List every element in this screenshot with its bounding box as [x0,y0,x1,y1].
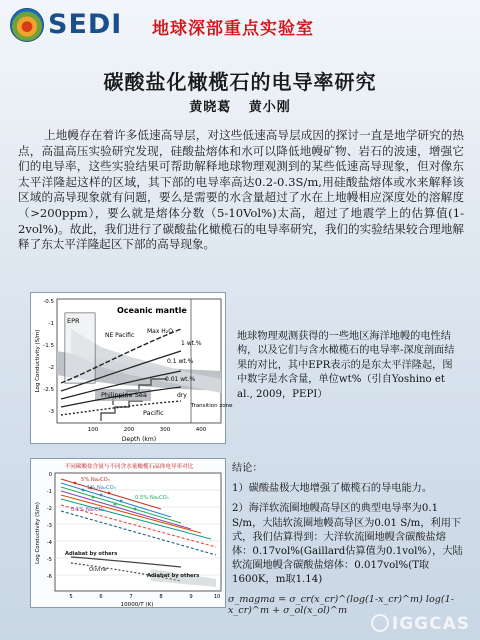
y-tick: -2.5 [43,387,54,393]
abstract-paragraph [18,128,464,253]
y-tick: -3 [48,409,54,415]
y-tick: -0.5 [43,299,54,305]
figure1-caption: 地球物理观测获得的一些地区海洋地幔的电性结构，以及它们与含水橄榄石的电导率-深度剖面结果的对比，其中EPR表示的是东太平洋隆起，图中数字是水含量，单位wt%（引自Yoshino et al., 2009，PEPI） [237,331,455,400]
label-transition-zone: Transition zone [191,403,233,409]
label-co2-5: 5%.Na₂CO₃ [81,477,110,483]
x-axis-label: Depth (km) [121,436,157,443]
x-tick: 100 [87,427,99,433]
y-tick: -6 [46,574,52,580]
x-tick: 10 [213,594,221,600]
y-tick: -2 [48,365,54,371]
y-tick: -4 [46,540,52,546]
figure2-plot [31,459,227,609]
label-dry: dry [177,392,187,399]
label-adiabat-1: Adiabat by others [65,551,118,557]
label-co2-1: 1%.Na₂CO₃ [87,485,116,491]
figure1-plot [31,293,233,445]
y-tick: -5 [46,557,52,563]
earth-logo-icon [10,8,44,42]
sedi-logo [8,6,130,46]
conclusions-heading: 结论： [232,463,263,474]
watermark-text: IGGCAS [391,614,470,634]
abstract-text: 上地幔存在着许多低速高导层，对这些低速高导层成因的探讨一直是地学研究的热点，高温高压实验研究发现，硅酸盐熔体和水可以降低地幔矿物、岩石的波速，增强它们的电导率，这些实验结果可帮助解释地球物理观测到的某些低速高导现象，但对像东太平洋隆起这样的区域，其下部的电导率高达0.2-0.3S/m,用硅酸盐熔体或水来解释该区域的高导现象就有问题，要么是需要的水含量超过了水在上地幔相应深度处的溶解度（>200ppm），要么就是熔体分数（5-10Vol%)太高，超过了地震学上的估算值(1-2vol%)。故此，我们进行了碳酸盐化橄榄石的电导率研究，我们的实验结果较合理地解释了东太平洋隆起区下部的高导现象。 [18,128,464,252]
label-01wt: 0.1 wt.% [167,358,194,365]
x-tick: 9 [189,594,193,600]
logo-text: SEDI [48,9,123,40]
label-epr: EPR [67,317,80,325]
conclusion-item: 1）碳酸盐极大地增强了橄榄石的导电能力。 [232,483,433,495]
label-olivine: Olivine [89,567,107,573]
x-tick: 8 [159,594,163,600]
y-axis-label: Log Conductivity (S/m) [35,502,41,564]
conclusions [232,462,464,594]
y-tick: -1.5 [43,343,54,349]
y-tick: -1 [46,489,52,495]
label-philippine-sea: Philippine Sea [101,391,147,399]
label-co2-05: 0.5%.Na₂CO₃ [135,495,169,501]
label-max-h2o: Max H₂O [147,328,173,335]
figure2-title: 不同碳酸盐含量与不同含水量橄榄石晶体电导率对比 [64,464,194,470]
watermark [371,614,470,634]
x-tick: 200 [123,427,135,433]
y-tick: -2 [46,506,52,512]
label-adiabat-2: Adiabat by others [147,573,200,579]
y-tick: -3 [46,523,52,529]
figure-carbonate-conductivity [30,458,226,608]
x-tick: 7 [129,594,133,600]
label-oceanic-mantle: Oceanic mantle [117,306,187,315]
author-1: 黄晓葛 [189,100,232,115]
x-axis-label: 10000/T (K) [120,602,154,608]
author-2: 黄小刚 [248,100,291,115]
y-tick: 0 [48,472,52,478]
figure-conductivity-depth [30,292,233,444]
formula: σ_magma = σ_cr(x_cr)^(log(1-x_cr)^m) log(1-x_cr)^m + σ_ol(x_ol)^m [228,594,454,616]
x-tick: 5 [69,594,73,600]
x-tick: 400 [195,427,207,433]
label-co2-01: 0.1%.Na₂CO₃ [71,507,105,513]
label-001wt: 0.01 wt.% [165,376,196,383]
page-title: 碳酸盐化橄榄石的电导率研究 [103,70,377,94]
label-ne-pacific: NE Pacific [105,332,135,339]
authors [0,96,480,115]
y-axis-label: Log Conductivity (S/m) [35,329,41,393]
lab-name: 地球深部重点实验室 [152,19,314,39]
x-tick: 6 [99,594,103,600]
conclusion-item: 2）海洋软流圈地幔高导区的典型电导率为0.1 S/m，大陆软流圈地幔高导区为0.01 S/m，利用下式，我们估算得到：大洋软流圈地幔含碳酸盐熔体：0.17vol%(Gaillard估算值为0.1vol%），大陆软流圈地幔含碳酸盐熔体：0.017vol%(T取1600K，m取1.14) [232,503,463,586]
y-tick: -1 [48,321,54,327]
iggcas-logo-icon [371,614,389,632]
label-1wt: 1 wt.% [181,340,202,347]
x-tick: 300 [159,427,171,433]
label-pacific: Pacific [143,409,164,417]
